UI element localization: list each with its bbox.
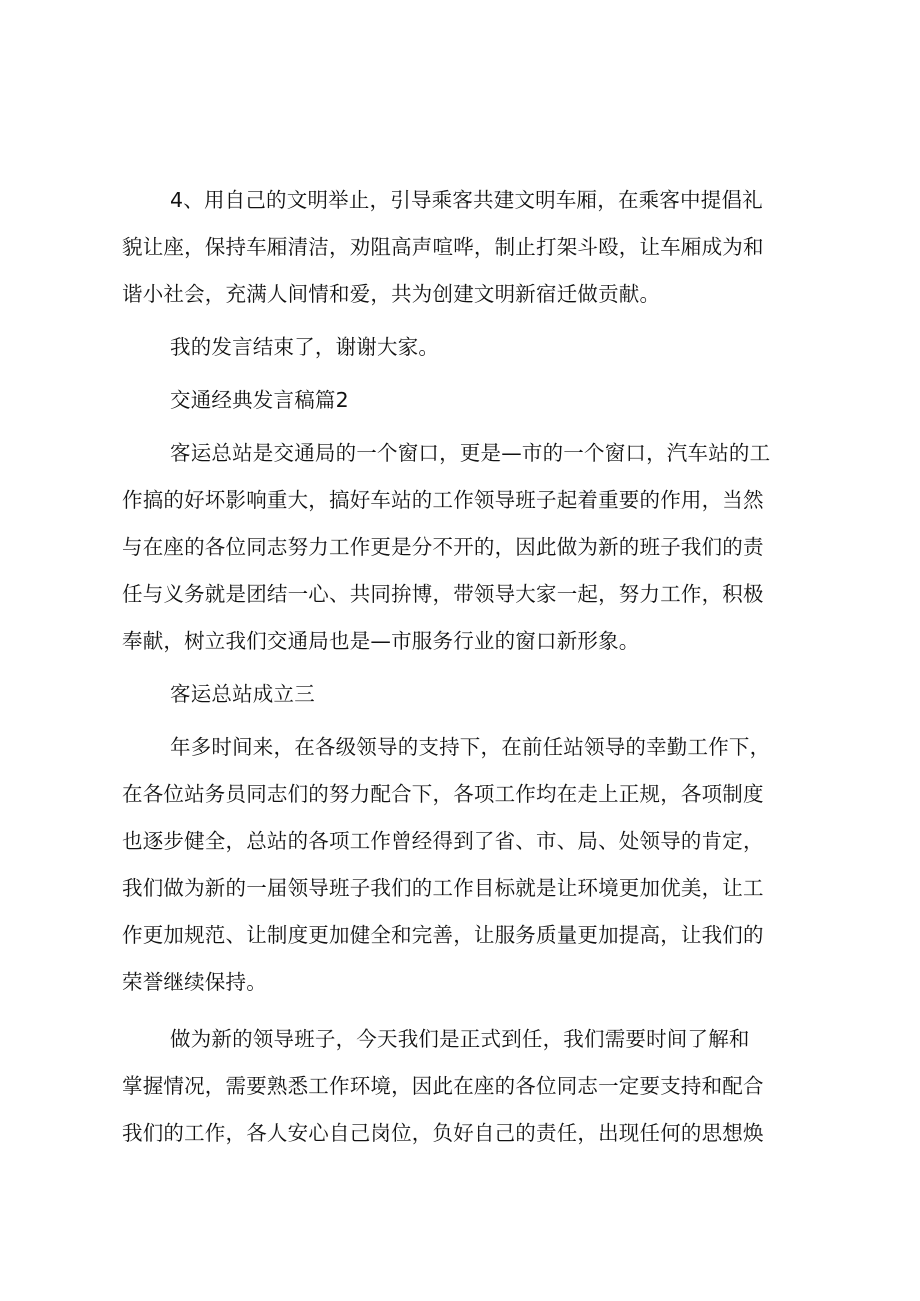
paragraph-3-line-5: 奉献，树立我们交通局也是—市服务行业的窗口新形象。 bbox=[122, 629, 640, 653]
paragraph-1-line-2: 貌让座，保持车厢清洁，劝阻高声喧哗，制止打架斗殴，让车厢成为和 bbox=[122, 235, 764, 259]
paragraph-1-line-1: 4、用自己的文明举止，引导乘客共建文明车厢，在乘客中提倡礼 bbox=[170, 188, 763, 212]
paragraph-3-line-4: 任与义务就是团结一心、共同拚博，带领导大家一起，努力工作，积极 bbox=[122, 582, 764, 606]
paragraph-4: 客运总站成立三 bbox=[170, 682, 315, 706]
paragraph-3-line-1: 客运总站是交通局的一个窗口，更是—市的一个窗口，汽车站的工 bbox=[170, 441, 771, 465]
paragraph-5-line-2: 在各位站务员同志们的努力配合下，各项工作均在走上正规，各项制度 bbox=[122, 782, 764, 806]
paragraph-5-line-1: 年多时间来，在各级领导的支持下，在前任站领导的幸勤工作下， bbox=[170, 735, 771, 759]
document-body bbox=[122, 177, 827, 1157]
paragraph-5-line-4: 我们做为新的一届领导班子我们的工作目标就是让环境更加优美，让工 bbox=[122, 876, 764, 900]
paragraph-6-line-1: 做为新的领导班子，今天我们是正式到任，我们需要时间了解和 bbox=[170, 1027, 750, 1051]
paragraph-2: 我的发言结束了，谢谢大家。 bbox=[170, 335, 440, 359]
paragraph-1-line-3: 谐小社会，充满人间情和爱，共为创建文明新宿迁做贡献。 bbox=[122, 282, 661, 306]
paragraph-3-line-3: 与在座的各位同志努力工作更是分不开的，因此做为新的班子我们的责 bbox=[122, 535, 764, 559]
paragraph-5-line-3: 也逐步健全，总站的各项工作曾经得到了省、市、局、处领导的肯定， bbox=[122, 829, 764, 853]
paragraph-6-line-3: 我们的工作，各人安心自己岗位，负好自己的责任，出现任何的思想焕 bbox=[122, 1121, 764, 1145]
paragraph-3-line-2: 作搞的好坏影响重大，搞好车站的工作领导班子起着重要的作用，当然 bbox=[122, 488, 764, 512]
paragraph-5-line-6: 荣誉继续保持。 bbox=[122, 970, 267, 994]
paragraph-5-line-5: 作更加规范、让制度更加健全和完善，让服务质量更加提高，让我们的 bbox=[122, 923, 764, 947]
paragraph-6-line-2: 掌握情况，需要熟悉工作环境，因此在座的各位同志一定要支持和配合 bbox=[122, 1074, 764, 1098]
section-heading: 交通经典发言稿篇2 bbox=[170, 388, 349, 412]
